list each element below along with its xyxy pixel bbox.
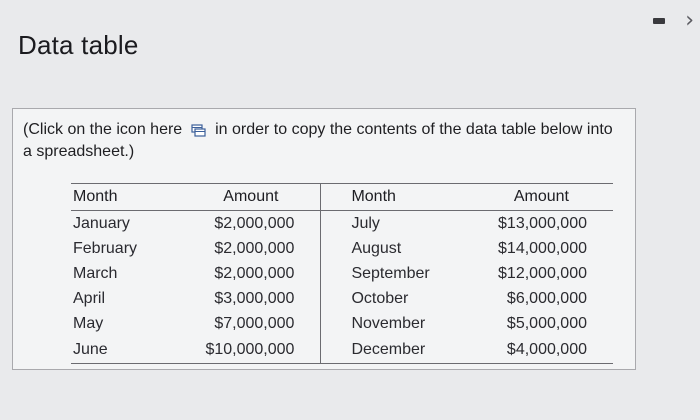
month-cell: July <box>321 211 462 237</box>
header-amount-2: Amount <box>462 184 613 211</box>
amount-cell: $2,000,000 <box>214 214 295 232</box>
amount-cell: $12,000,000 <box>498 264 587 282</box>
data-table <box>71 183 613 364</box>
instruction-suffix: in order to copy the contents of the data table below into a spreadsheet.) <box>23 121 613 160</box>
table-row <box>71 236 613 261</box>
table-row <box>71 286 613 311</box>
month-cell: June <box>71 336 172 364</box>
table-row <box>71 336 613 364</box>
amount-cell: $2,000,000 <box>214 239 295 257</box>
amount-cell: $5,000,000 <box>506 314 587 332</box>
chevron-right-icon[interactable]: › <box>685 8 694 33</box>
amount-cell: $13,000,000 <box>498 214 587 232</box>
instruction-text <box>23 119 623 163</box>
data-table-panel <box>12 108 636 370</box>
table-header-row <box>71 184 613 211</box>
amount-cell: $4,000,000 <box>462 336 613 364</box>
month-cell: February <box>73 239 138 257</box>
amount-cell: $3,000,000 <box>214 289 295 307</box>
amount-cell: $2,000,000 <box>214 264 295 282</box>
minimize-icon[interactable] <box>653 18 665 24</box>
month-cell: May <box>73 314 104 332</box>
header-month-2: Month <box>321 184 462 211</box>
header-amount-1: Amount <box>172 184 321 211</box>
month-cell: August <box>321 236 462 261</box>
table-row <box>71 311 613 336</box>
month-cell: March <box>73 264 118 282</box>
month-cell: November <box>321 311 462 336</box>
page-title: Data table <box>18 30 139 60</box>
amount-cell: $14,000,000 <box>498 239 587 257</box>
month-cell: October <box>321 286 462 311</box>
amount-cell: $7,000,000 <box>214 314 295 332</box>
amount-cell: $6,000,000 <box>506 289 587 307</box>
table-row <box>71 211 613 237</box>
month-cell: April <box>73 289 106 307</box>
table-row <box>71 261 613 286</box>
window-controls <box>653 10 694 32</box>
month-cell: January <box>73 214 130 232</box>
copy-icon[interactable] <box>189 123 209 137</box>
instruction-prefix: (Click on the icon here <box>23 121 183 138</box>
amount-cell: $10,000,000 <box>172 336 321 364</box>
month-cell: September <box>321 261 462 286</box>
month-cell: December <box>321 336 462 364</box>
header-month-1: Month <box>71 184 172 211</box>
